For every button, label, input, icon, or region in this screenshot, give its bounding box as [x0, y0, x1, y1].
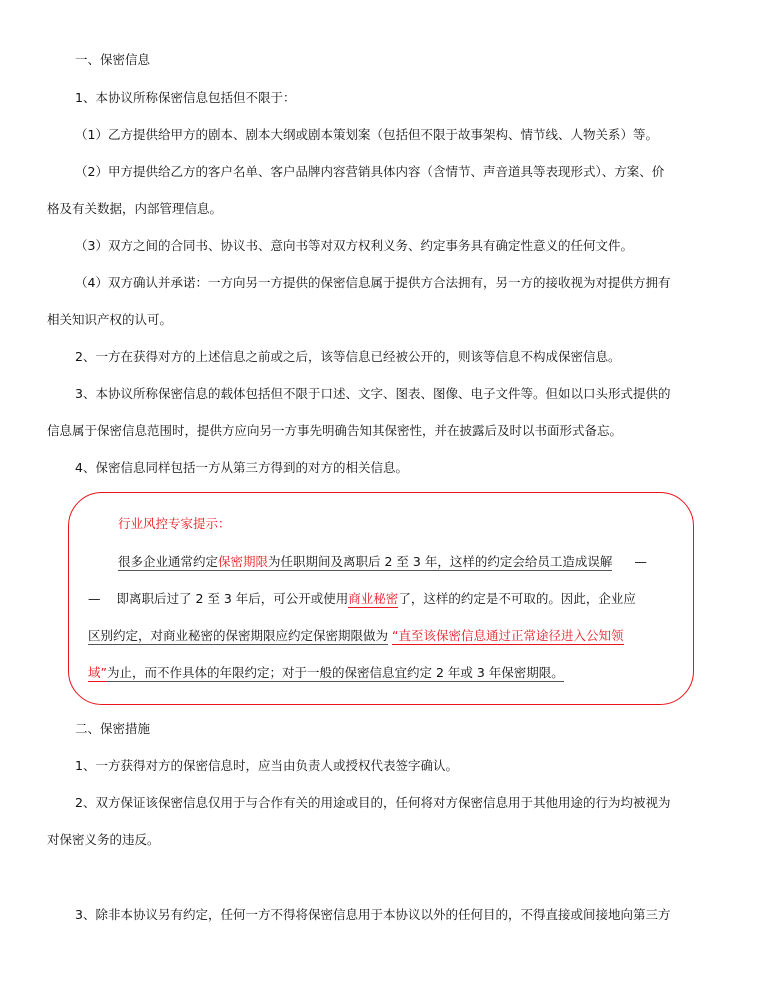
- expert-tip-line1-text: [118, 554, 612, 571]
- expert-tip-line1: [118, 553, 647, 571]
- expert-tip-line1-dash: —: [634, 554, 647, 569]
- expert-tip-line2-dash: —: [88, 591, 101, 606]
- expert-tip-line3-quote: “直至该保密信息通过正常途径进入公知领: [392, 628, 624, 643]
- expert-tip-title: 行业风控专家提示：: [118, 516, 231, 531]
- section1-sub4-line2: 相关知识产权的认可。: [47, 312, 173, 327]
- expert-tip-line4: [88, 664, 564, 682]
- expert-tip-term-confidential-period: 保密期限: [218, 554, 269, 569]
- section1-sub4-line1: （4）双方确认并承诺：一方向另一方提供的保密信息属于提供方合法拥有，另一方的接收视为对提供方拥有: [75, 275, 671, 290]
- section2-heading: 二、保密措施: [75, 721, 151, 736]
- expert-tip-line4-quote-end: 域”: [88, 665, 107, 680]
- section1-sub3: （3）双方之间的合同书、协议书、意向书等对双方权利义务、约定事务具有确定性意义的任何文件。: [75, 238, 633, 253]
- section1-heading: 一、保密信息: [75, 52, 151, 67]
- section2-item2-line1: 2、双方保证该保密信息仅用于与合作有关的用途或目的，任何将对方保密信息用于其他用途的行为均被视为: [75, 795, 671, 810]
- expert-tip-line3: [88, 627, 624, 645]
- expert-tip-line1-post: 为任职期间及离职后 2 至 3 年，这样的约定会给员工造成误解: [268, 554, 613, 569]
- section1-sub1: （1）乙方提供给甲方的剧本、剧本大纲或剧本策划案（包括但不限于故事架构、情节线、人物关系）等。: [75, 127, 658, 142]
- section1-item3-line2: 信息属于保密信息范围时，提供方应向另一方事先明确告知其保密性，并在披露后及时以书面形式备忘。: [47, 423, 623, 438]
- expert-tip-line4-post: 为止，而不作具体的年限约定；对于一般的保密信息宜约定 2 年或 3 年保密期限。: [106, 665, 564, 680]
- section1-sub2-line2: 格及有关数据，内部管理信息。: [47, 201, 223, 216]
- expert-tip-line2-pre: 即离职后过了 2 至 3 年后，可公开或使用: [116, 591, 349, 606]
- section2-item2-line2: 对保密义务的违反。: [47, 832, 160, 847]
- section1-item2: 2、一方在获得对方的上述信息之前或之后，该等信息已经被公开的，则该等信息不构成保密信息。: [75, 349, 621, 364]
- expert-tip-line2-post: 了，这样的约定是不可取的。因此，企业应: [398, 591, 636, 606]
- section2-item1: 1、一方获得对方的保密信息时，应当由负责人或授权代表签字确认。: [75, 758, 458, 773]
- section1-item1: 1、本协议所称保密信息包括但不限于：: [75, 90, 296, 105]
- section1-sub2-line1: （2）甲方提供给乙方的客户名单、客户品牌内容营销具体内容（含情节、声音道具等表现形式）、方案、价: [75, 164, 665, 179]
- expert-tip-term-trade-secret: 商业秘密: [348, 591, 399, 606]
- expert-tip-line2: [88, 590, 636, 608]
- expert-tip-line3-pre: 区别约定，对商业秘密的保密期限应约定保密期限做为: [88, 628, 389, 643]
- section1-item4: 4、保密信息同样包括一方从第三方得到的对方的相关信息。: [75, 460, 408, 475]
- section2-item3: 3、除非本协议另有约定，任何一方不得将保密信息用于本协议以外的任何目的，不得直接或间接地向第三方: [75, 907, 671, 922]
- expert-tip-line1-pre: 很多企业通常约定: [118, 554, 219, 569]
- section1-item3-line1: 3、本协议所称保密信息的载体包括但不限于口述、文字、图表、图像、电子文件等。但如以口头形式提供的: [75, 386, 671, 401]
